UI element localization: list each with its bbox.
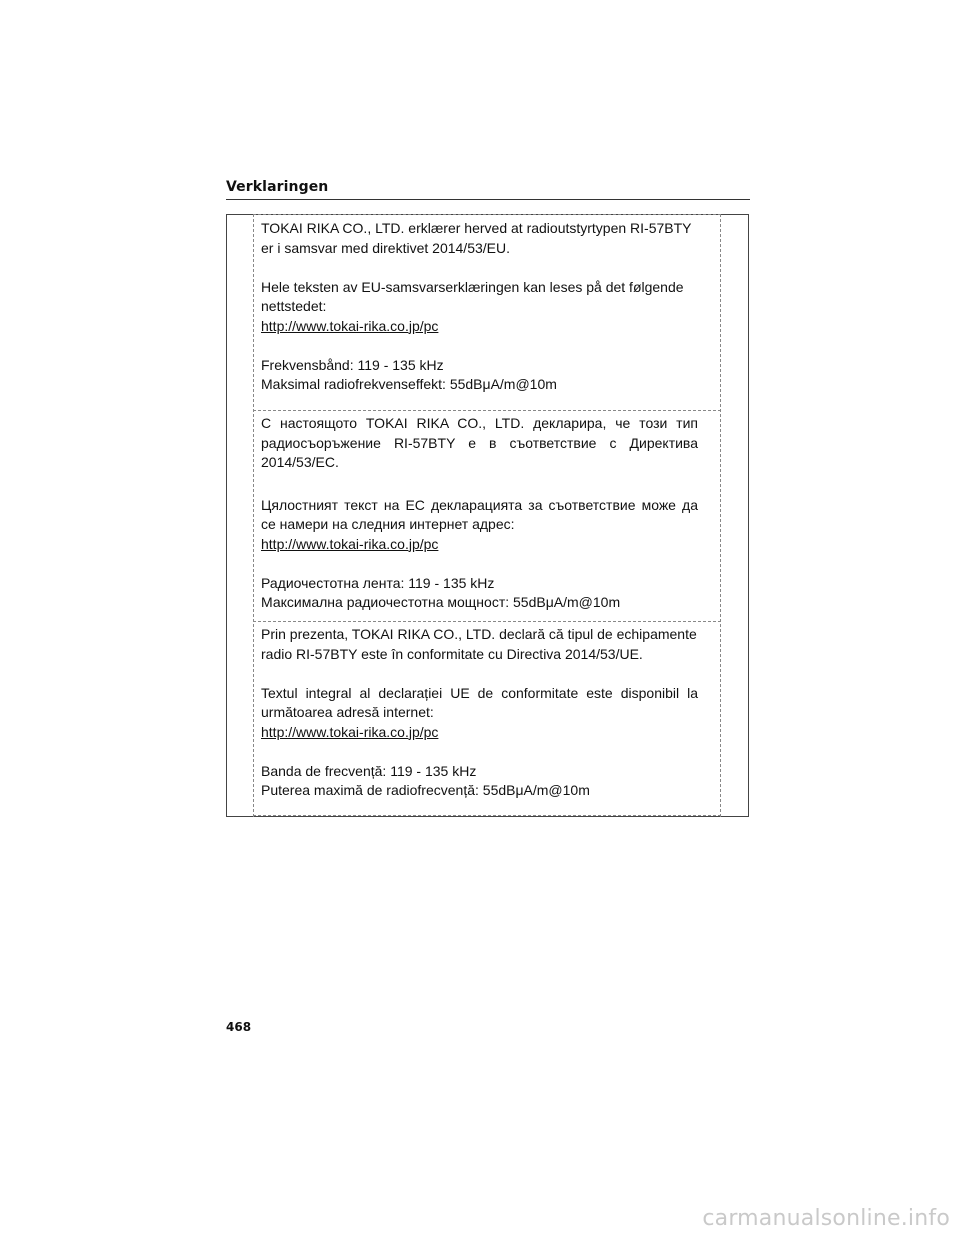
max-power: Maksimal radiofrekvenseffekt: 55dBμA/m@10m bbox=[261, 376, 557, 392]
max-power: Puterea maximă de radiofrecvență: 55dBμA/m@10m bbox=[261, 782, 590, 798]
fulltext-line: următoarea adresă internet: bbox=[261, 704, 434, 720]
divider-1 bbox=[253, 410, 721, 411]
declaration-line: Prin prezenta, TOKAI RIKA CO., LTD. declară că tipul de echipamente bbox=[261, 626, 697, 642]
fulltext-line: Цялостният текст на ЕС декларацията за съответствие може да bbox=[261, 496, 698, 513]
declaration-url-link[interactable]: http://www.tokai-rika.co.jp/pc bbox=[261, 317, 439, 334]
frequency-band: Banda de frecvență: 119 - 135 kHz bbox=[261, 762, 477, 779]
declaration-url-link[interactable]: http://www.tokai-rika.co.jp/pc bbox=[261, 723, 439, 740]
declaration-block-bulgarian bbox=[261, 414, 698, 613]
fulltext-line: Textul integral al declarației UE de conformitate este disponibil la bbox=[261, 684, 698, 701]
section-title: Verklaringen bbox=[226, 179, 329, 195]
watermark-text: carmanualsonline.info bbox=[702, 1206, 950, 1231]
declaration-line: радиосъоръжение RI-57BTY е в съответствие с Директива bbox=[261, 434, 698, 451]
declaration-line: TOKAI RIKA CO., LTD. erklærer herved at radioutstyrtypen RI-57BTY bbox=[261, 220, 692, 236]
max-power: Максимална радиочестотна мощност: 55dBμA/m@10m bbox=[261, 594, 621, 610]
frequency-band: Frekvensbånd: 119 - 135 kHz bbox=[261, 356, 444, 373]
declaration-line: С настоящото TOKAI RIKA CO., LTD. декларира, че този тип bbox=[261, 415, 698, 431]
declaration-line: er i samsvar med direktivet 2014/53/EU. bbox=[261, 239, 510, 256]
declaration-line: radio RI-57BTY este în conformitate cu Directiva 2014/53/UE. bbox=[261, 645, 643, 662]
declaration-block-norwegian bbox=[261, 219, 698, 395]
fulltext-line: Hele teksten av EU-samsvarserklæringen kan leses på det følgende bbox=[261, 278, 684, 295]
declaration-line: 2014/53/ЕС. bbox=[261, 454, 339, 470]
title-rule bbox=[226, 199, 750, 200]
divider-bottom bbox=[253, 815, 721, 816]
divider-2 bbox=[253, 621, 721, 622]
divider-top bbox=[253, 214, 721, 215]
frequency-band: Радиочестотна лента: 119 - 135 kHz bbox=[261, 574, 495, 591]
page-number: 468 bbox=[226, 1020, 252, 1034]
fulltext-line: се намери на следния интернет адрес: bbox=[261, 516, 515, 532]
fulltext-line: nettstedet: bbox=[261, 298, 327, 314]
declaration-url-link[interactable]: http://www.tokai-rika.co.jp/pc bbox=[261, 535, 439, 552]
declaration-block-romanian bbox=[261, 625, 698, 801]
